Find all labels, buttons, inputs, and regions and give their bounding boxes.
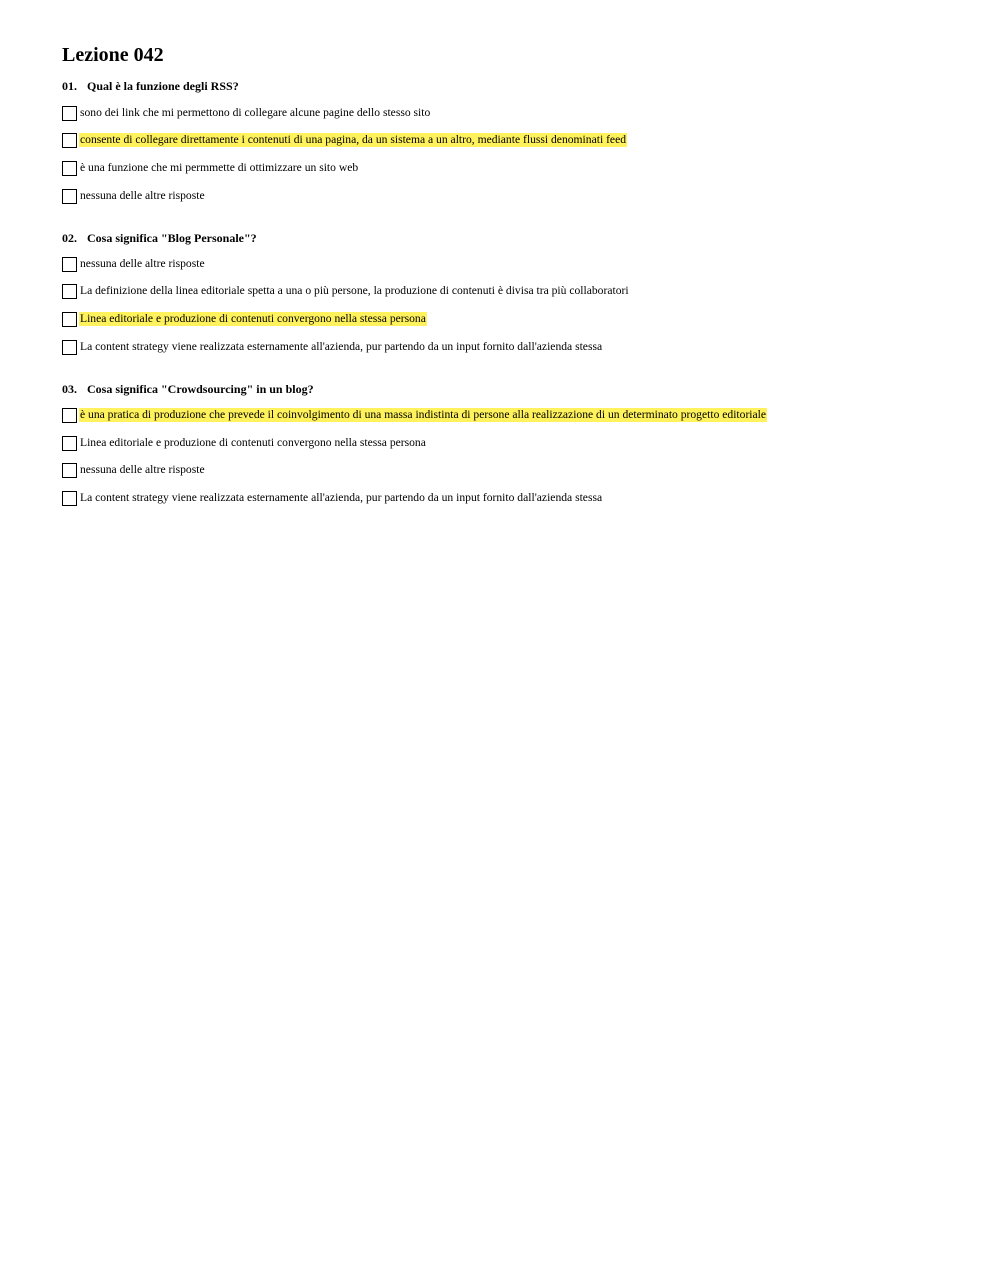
answer-text: nessuna delle altre risposte [80, 463, 205, 476]
checkbox[interactable] [62, 408, 77, 423]
lesson-title: Lezione 042 [62, 44, 164, 66]
question-number: 02. [62, 231, 77, 245]
checkbox[interactable] [62, 189, 77, 204]
question-text: Cosa significa "Crowdsourcing" in un blog? [87, 382, 314, 396]
question-3 [62, 381, 962, 504]
answer-option [62, 188, 206, 204]
answer-text: La definizione della linea editoriale spetta a una o più persone, la produzione di contenuti è divisa tra più collaboratori [80, 284, 629, 297]
answer-option [62, 407, 767, 423]
answer-option [62, 490, 603, 506]
answer-option [62, 283, 630, 299]
answer-text: nessuna delle altre risposte [80, 189, 205, 202]
checkbox[interactable] [62, 106, 77, 121]
question-number: 01. [62, 79, 77, 93]
question-text: Cosa significa "Blog Personale"? [87, 231, 257, 245]
answer-text: Linea editoriale e produzione di contenuti convergono nella stessa persona [80, 436, 426, 449]
answer-option [62, 339, 603, 355]
question-heading [62, 230, 962, 246]
answer-option [62, 160, 359, 176]
answer-text-highlighted: è una pratica di produzione che prevede il coinvolgimento di una massa indistinta di persone alla realizzazione di un determinato progetto editoriale [80, 408, 767, 421]
answer-option [62, 256, 206, 272]
checkbox[interactable] [62, 491, 77, 506]
answer-option [62, 435, 427, 451]
answer-option [62, 311, 427, 327]
checkbox[interactable] [62, 463, 77, 478]
checkbox[interactable] [62, 312, 77, 327]
answer-option [62, 132, 627, 148]
checkbox[interactable] [62, 340, 77, 355]
checkbox[interactable] [62, 436, 77, 451]
answer-text-highlighted: Linea editoriale e produzione di contenuti convergono nella stessa persona [80, 312, 426, 325]
checkbox[interactable] [62, 284, 77, 299]
answer-text: è una funzione che mi permmette di ottimizzare un sito web [80, 161, 359, 174]
answer-text-highlighted: consente di collegare direttamente i contenuti di una pagina, da un sistema a un altro, mediante flussi denominati feed [80, 133, 627, 146]
question-text: Qual è la funzione degli RSS? [87, 79, 239, 93]
answer-option [62, 105, 431, 121]
question-heading [62, 381, 962, 397]
question-number: 03. [62, 382, 77, 396]
checkbox[interactable] [62, 161, 77, 176]
answer-text: La content strategy viene realizzata esternamente all'azienda, pur partendo da un input fornito dall'azienda stessa [80, 340, 603, 353]
answer-option [62, 462, 206, 478]
answer-text: nessuna delle altre risposte [80, 257, 205, 270]
checkbox[interactable] [62, 133, 77, 148]
question-2 [62, 230, 962, 353]
checkbox[interactable] [62, 257, 77, 272]
question-1 [62, 78, 962, 202]
answer-text: La content strategy viene realizzata esternamente all'azienda, pur partendo da un input fornito dall'azienda stessa [80, 491, 603, 504]
answer-text: sono dei link che mi permettono di collegare alcune pagine dello stesso sito [80, 106, 431, 119]
question-heading [62, 78, 962, 94]
